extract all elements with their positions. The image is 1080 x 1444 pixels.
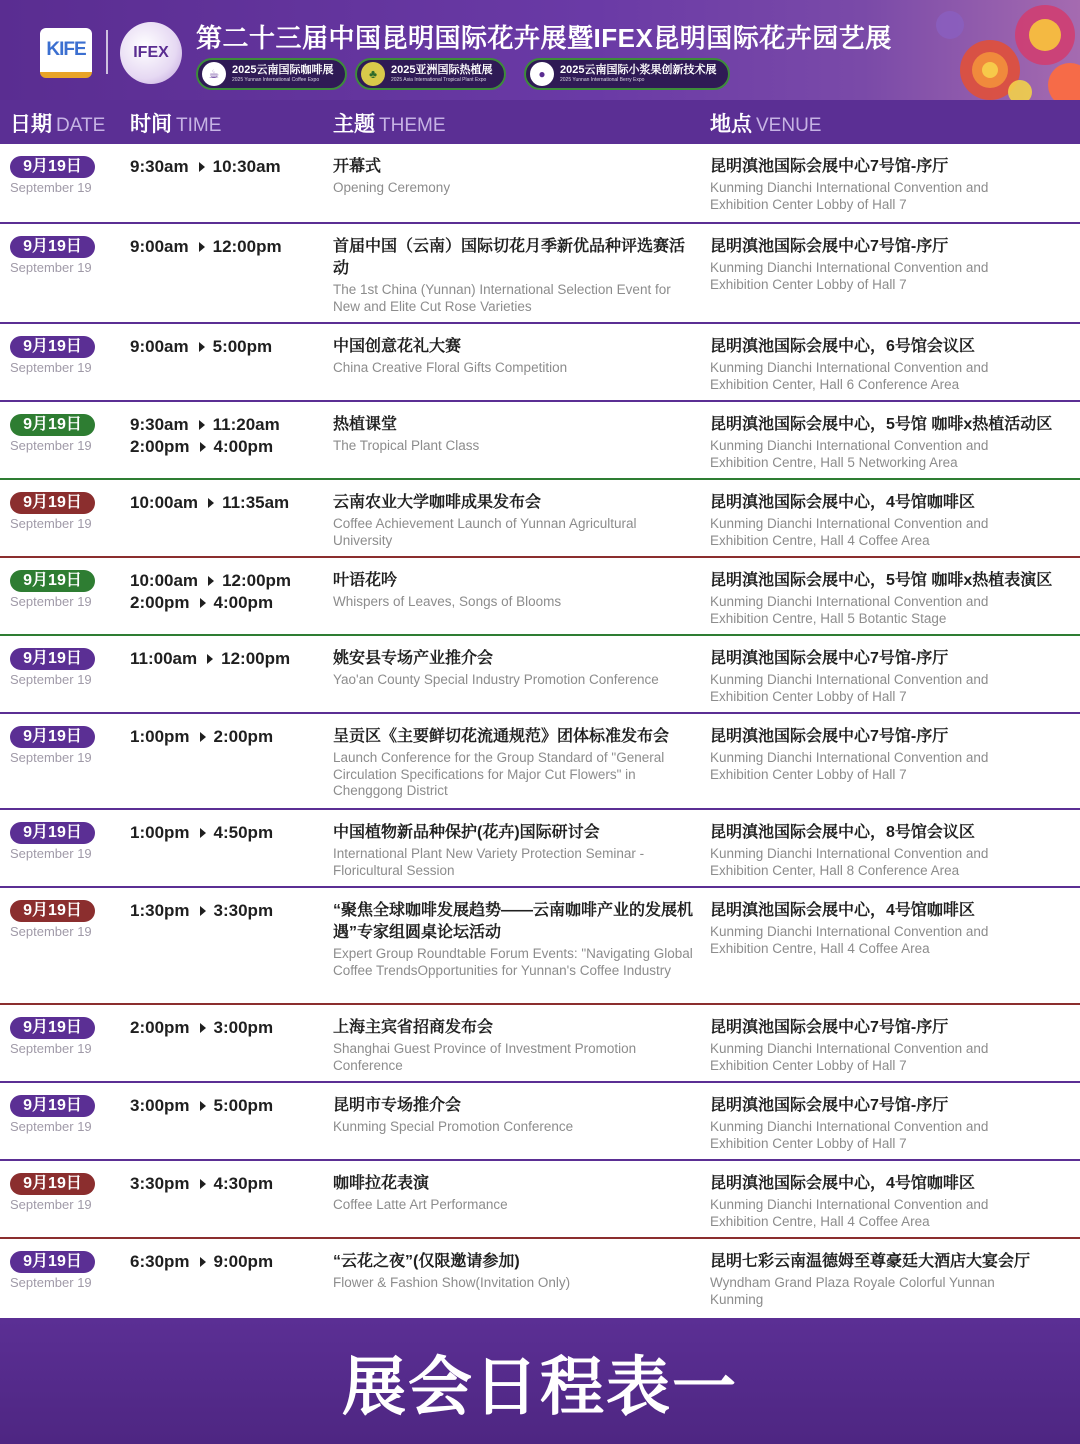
start-time: 9:30am: [130, 157, 189, 176]
time-range: [130, 1173, 273, 1195]
event-title-english: Coffee Achievement Launch of Yunnan Agricultural University: [333, 516, 637, 548]
event-title-english: Whispers of Leaves, Songs of Blooms: [333, 594, 562, 609]
berry-icon: ●: [530, 62, 554, 86]
badge-sub: 2025 Yunnan International Berry Expo: [560, 77, 645, 83]
berry-expo-badge: [524, 58, 730, 90]
venue-name: 昆明七彩云南温德姆至尊豪廷大酒店大宴会厅: [710, 1253, 1031, 1270]
arrow-right-icon: [200, 442, 206, 452]
venue-name: 昆明滇池国际会展中心7号馆-序厅: [710, 1019, 949, 1036]
event-title-english: Flower & Fashion Show(Invitation Only): [333, 1275, 571, 1290]
table-row: [0, 480, 1080, 558]
date-english: September 19: [10, 846, 92, 861]
event-title: 咖啡拉花表演: [333, 1175, 430, 1192]
venue-name-english: Kunming Dianchi International Convention and Exhibition Centre, Hall 4 Coffee Area: [710, 1197, 989, 1229]
event-title: 首届中国（云南）国际切花月季新优品种评选赛活动: [333, 238, 686, 277]
end-time: 11:20am: [212, 415, 280, 434]
start-time: 9:30am: [130, 415, 189, 434]
start-time: 10:00am: [130, 493, 199, 512]
arrow-right-icon: [200, 906, 206, 916]
time-range: [130, 156, 281, 178]
event-title: 昆明市专场推介会: [333, 1097, 462, 1114]
start-time: 11:00am: [130, 649, 198, 668]
event-title-english: Shanghai Guest Province of Investment Promotion Conference: [333, 1041, 637, 1073]
event-title: 叶语花吟: [333, 572, 398, 589]
event-title: 中国创意花礼大赛: [333, 338, 462, 355]
venue-name-english: Kunming Dianchi International Convention and Exhibition Center Lobby of Hall 7: [710, 1119, 989, 1151]
time-range: [130, 436, 273, 458]
footer-banner: [0, 1320, 1080, 1444]
date-badge: 9月19日: [10, 726, 95, 748]
table-row: [0, 224, 1080, 324]
venue-name-english: Kunming Dianchi International Convention and Exhibition Center Lobby of Hall 7: [710, 750, 989, 782]
table-row: [0, 810, 1080, 888]
venue-name: 昆明滇池国际会展中心，4号馆咖啡区: [710, 902, 975, 919]
table-row: [0, 402, 1080, 480]
start-time: 10:00am: [130, 571, 199, 590]
venue-name: 昆明滇池国际会展中心7号馆-序厅: [710, 650, 949, 667]
table-row: [0, 714, 1080, 810]
venue-name: 昆明滇池国际会展中心7号馆-序厅: [710, 1097, 949, 1114]
date-english: September 19: [10, 924, 92, 939]
time-range: [130, 726, 273, 748]
event-title: 上海主宾省招商发布会: [333, 1019, 494, 1036]
table-row: [0, 558, 1080, 636]
time-range: [130, 1017, 273, 1039]
venue-name: 昆明滇池国际会展中心，5号馆 咖啡x热植表演区: [710, 572, 1053, 589]
table-row: [0, 144, 1080, 224]
date-badge: 9月19日: [10, 1173, 95, 1195]
end-time: 10:30am: [212, 157, 281, 176]
start-time: 3:30pm: [130, 1174, 190, 1193]
date-english: September 19: [10, 438, 92, 453]
arrow-right-icon: [199, 342, 205, 352]
date-english: September 19: [10, 750, 92, 765]
date-english: September 19: [10, 360, 92, 375]
venue-name-english: Kunming Dianchi International Convention and Exhibition Centre, Hall 5 Botantic Stage: [710, 594, 989, 626]
event-title: “聚焦全球咖啡发展趋势——云南咖啡产业的发展机遇”专家组圆桌论坛活动: [333, 902, 694, 941]
arrow-right-icon: [199, 420, 205, 430]
ifex-logo: IFEX: [120, 22, 182, 84]
event-title-english: Yao'an County Special Industry Promotion Conference: [333, 672, 659, 687]
arrow-right-icon: [208, 576, 214, 586]
time-range: [130, 1251, 273, 1273]
coffee-cup-icon: ☕: [202, 62, 226, 86]
date-english: September 19: [10, 1119, 92, 1134]
venue-name-english: Kunming Dianchi International Convention and Exhibition Center Lobby of Hall 7: [710, 180, 989, 212]
venue-name-english: Kunming Dianchi International Convention and Exhibition Center, Hall 8 Conference Area: [710, 846, 989, 878]
footer-title: 展会日程表一: [342, 1351, 738, 1423]
date-badge: 9月19日: [10, 156, 95, 178]
event-title-english: Launch Conference for the Group Standard of "General Circulation Specifications for Major Cut Flowers" in Chenggong District: [333, 750, 665, 798]
venue-name: 昆明滇池国际会展中心，8号馆会议区: [710, 824, 975, 841]
date-english: September 19: [10, 516, 92, 531]
badge-label: 2025云南国际咖啡展: [232, 64, 334, 76]
venue-name-english: Kunming Dianchi International Convention and Exhibition Centre, Hall 4 Coffee Area: [710, 924, 989, 956]
venue-name-english: Kunming Dianchi International Convention and Exhibition Center Lobby of Hall 7: [710, 260, 989, 292]
event-title-english: Kunming Special Promotion Conference: [333, 1119, 574, 1134]
venue-name-english: Kunming Dianchi International Convention and Exhibition Center, Hall 6 Conference Area: [710, 360, 989, 392]
badge-sub: 2025 Yunnan International Coffee Expo: [232, 77, 320, 83]
table-row: [0, 888, 1080, 1005]
table-row: [0, 1083, 1080, 1161]
arrow-right-icon: [200, 598, 206, 608]
start-time: 3:00pm: [130, 1096, 190, 1115]
end-time: 5:00pm: [213, 1096, 274, 1115]
event-title-english: China Creative Floral Gifts Competition: [333, 360, 568, 375]
date-badge: 9月19日: [10, 1095, 95, 1117]
arrow-right-icon: [200, 1101, 206, 1111]
venue-name-english: Wyndham Grand Plaza Royale Colorful Yunnan Kunming: [710, 1275, 995, 1307]
table-row: [0, 1239, 1080, 1320]
date-english: September 19: [10, 1041, 92, 1056]
end-time: 11:35am: [222, 493, 290, 512]
end-time: 4:30pm: [213, 1174, 274, 1193]
end-time: 12:00pm: [221, 649, 291, 668]
date-english: September 19: [10, 1275, 92, 1290]
event-title-english: The 1st China (Yunnan) International Selection Event for New and Elite Cut Rose Varieties: [333, 282, 671, 314]
date-badge: 9月19日: [10, 492, 95, 514]
time-range: [130, 492, 289, 514]
arrow-right-icon: [207, 654, 213, 664]
arrow-right-icon: [208, 498, 214, 508]
time-range: [130, 236, 282, 258]
logo-divider: [106, 30, 108, 74]
event-title: 中国植物新品种保护(花卉)国际研讨会: [333, 824, 600, 841]
end-time: 5:00pm: [212, 337, 273, 356]
arrow-right-icon: [200, 1179, 206, 1189]
date-badge: 9月19日: [10, 570, 95, 592]
table-row: [0, 636, 1080, 714]
date-badge: 9月19日: [10, 822, 95, 844]
venue-name: 昆明滇池国际会展中心7号馆-序厅: [710, 728, 949, 745]
start-time: 2:00pm: [130, 437, 190, 456]
arrow-right-icon: [200, 732, 206, 742]
event-title: 开幕式: [333, 158, 382, 175]
kife-logo: KIFE: [40, 28, 92, 78]
table-row: [0, 324, 1080, 402]
event-title: 热植课堂: [333, 416, 398, 433]
date-english: September 19: [10, 594, 92, 609]
arrow-right-icon: [200, 1257, 206, 1267]
time-range: [130, 414, 280, 436]
venue-name: 昆明滇池国际会展中心7号馆-序厅: [710, 238, 949, 255]
event-title-english: International Plant New Variety Protection Seminar - Floricultural Session: [333, 846, 645, 878]
date-badge: 9月19日: [10, 414, 95, 436]
date-badge: 9月19日: [10, 1017, 95, 1039]
time-range: [130, 900, 273, 922]
date-badge: 9月19日: [10, 1251, 95, 1273]
date-english: September 19: [10, 180, 92, 195]
end-time: 3:30pm: [213, 901, 274, 920]
end-time: 12:00pm: [212, 237, 282, 256]
badge-label: 2025云南国际小浆果创新技术展: [560, 64, 717, 76]
arrow-right-icon: [199, 162, 205, 172]
coffee-expo-badge: [196, 58, 347, 90]
column-venue: 地点 VENUE: [710, 113, 822, 136]
start-time: 6:30pm: [130, 1252, 190, 1271]
time-range: [130, 336, 272, 358]
time-range: [130, 592, 273, 614]
venue-name-english: Kunming Dianchi International Convention and Exhibition Center Lobby of Hall 7: [710, 672, 989, 704]
venue-name: 昆明滇池国际会展中心7号馆-序厅: [710, 158, 949, 175]
flower-decoration-icon: [920, 0, 1080, 100]
venue-name: 昆明滇池国际会展中心，4号馆咖啡区: [710, 1175, 975, 1192]
event-title: “云花之夜”(仅限邀请参加): [333, 1253, 520, 1270]
time-range: [130, 648, 290, 670]
end-time: 3:00pm: [213, 1018, 274, 1037]
page-title: 第二十三届中国昆明国际花卉展暨IFEX昆明国际花卉园艺展: [196, 23, 892, 53]
start-time: 1:00pm: [130, 823, 190, 842]
date-badge: 9月19日: [10, 900, 95, 922]
leaf-icon: ♣: [361, 62, 385, 86]
tropical-plant-expo-badge: [355, 58, 506, 90]
end-time: 9:00pm: [213, 1252, 274, 1271]
badge-label: 2025亚洲国际热植展: [391, 64, 493, 76]
table-row: [0, 1005, 1080, 1083]
event-title: 姚安县专场产业推介会: [333, 650, 494, 667]
start-time: 9:00am: [130, 337, 189, 356]
date-badge: 9月19日: [10, 236, 95, 258]
start-time: 9:00am: [130, 237, 189, 256]
date-badge: 9月19日: [10, 336, 95, 358]
venue-name: 昆明滇池国际会展中心，5号馆 咖啡x热植活动区: [710, 416, 1053, 433]
event-title-english: Expert Group Roundtable Forum Events: "Navigating Global Coffee TrendsOpportunities for Yunnan's Coffee Industry: [333, 946, 693, 978]
venue-name: 昆明滇池国际会展中心，4号馆咖啡区: [710, 494, 975, 511]
table-header: [0, 100, 1080, 144]
column-time: 时间 TIME: [130, 113, 222, 136]
end-time: 4:50pm: [213, 823, 274, 842]
arrow-right-icon: [199, 242, 205, 252]
arrow-right-icon: [200, 1023, 206, 1033]
time-range: [130, 1095, 273, 1117]
start-time: 1:30pm: [130, 901, 190, 920]
event-title: 云南农业大学咖啡成果发布会: [333, 494, 542, 511]
date-english: September 19: [10, 260, 92, 275]
table-row: [0, 1161, 1080, 1239]
event-title-english: Opening Ceremony: [333, 180, 451, 195]
date-english: September 19: [10, 1197, 92, 1212]
start-time: 1:00pm: [130, 727, 190, 746]
date-english: September 19: [10, 672, 92, 687]
start-time: 2:00pm: [130, 1018, 190, 1037]
arrow-right-icon: [200, 828, 206, 838]
end-time: 12:00pm: [222, 571, 292, 590]
column-theme: 主题 THEME: [333, 113, 446, 136]
venue-name-english: Kunming Dianchi International Convention and Exhibition Center Lobby of Hall 7: [710, 1041, 989, 1073]
end-time: 4:00pm: [213, 437, 274, 456]
event-title-english: Coffee Latte Art Performance: [333, 1197, 508, 1212]
header-banner: [0, 0, 1080, 100]
date-badge: 9月19日: [10, 648, 95, 670]
end-time: 2:00pm: [213, 727, 274, 746]
badge-sub: 2025 Asia International Tropical Plant Expo: [391, 77, 487, 83]
end-time: 4:00pm: [213, 593, 274, 612]
start-time: 2:00pm: [130, 593, 190, 612]
column-date: 日期 DATE: [10, 113, 106, 136]
time-range: [130, 570, 291, 592]
venue-name-english: Kunming Dianchi International Convention and Exhibition Centre, Hall 5 Networking Area: [710, 438, 989, 470]
venue-name: 昆明滇池国际会展中心，6号馆会议区: [710, 338, 975, 355]
event-title-english: The Tropical Plant Class: [333, 438, 480, 453]
event-title: 呈贡区《主要鲜切花流通规范》团体标准发布会: [333, 728, 670, 745]
venue-name-english: Kunming Dianchi International Convention and Exhibition Centre, Hall 4 Coffee Area: [710, 516, 989, 548]
time-range: [130, 822, 273, 844]
